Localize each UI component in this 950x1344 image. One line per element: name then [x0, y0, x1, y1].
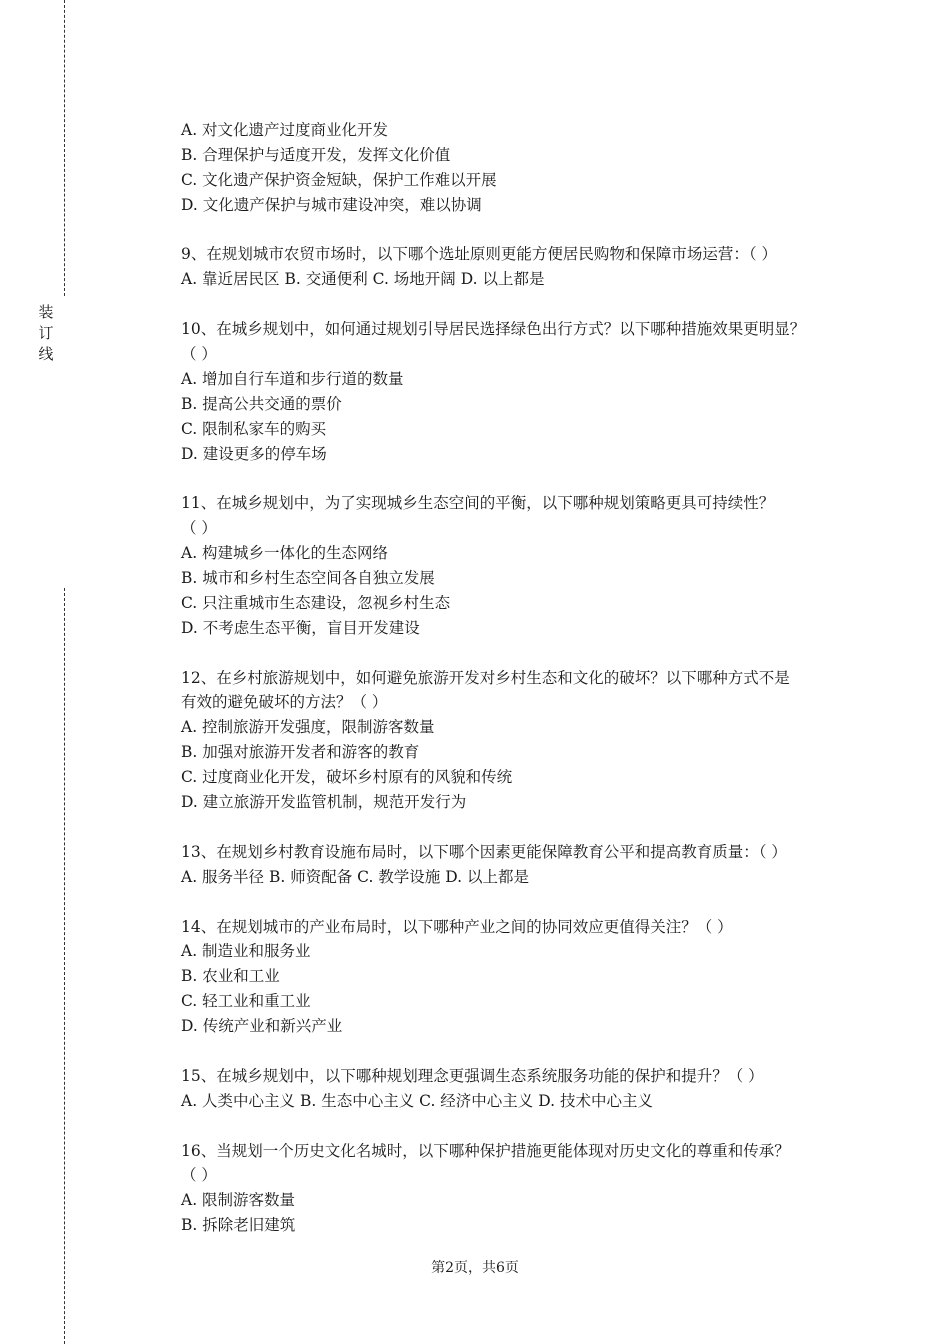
option-12-d: D. 建立旅游开发监管机制，规范开发行为 — [181, 793, 467, 812]
question-12-stem-cont: 有效的避免破坏的方法？（ ） — [181, 693, 388, 712]
question-8-options — [181, 118, 861, 218]
option-10-a: A. 增加自行车道和步行道的数量 — [181, 369, 404, 388]
option-10-c: C. 限制私家车的购买 — [181, 419, 327, 438]
question-12-stem: 12、在乡村旅游规划中，如何避免旅游开发对乡村生态和文化的破坏？以下哪种方式不是 — [181, 668, 790, 687]
question-13-options: A. 服务半径 B. 师资配备 C. 教学设施 D. 以上都是 — [181, 867, 529, 886]
question-10 — [181, 317, 861, 466]
option-11-c: C. 只注重城市生态建设，忽视乡村生态 — [181, 593, 451, 612]
option-11-d: D. 不考虑生态平衡，盲目开发建设 — [181, 618, 420, 637]
question-11-stem: 11、在城乡规划中，为了实现城乡生态空间的平衡，以下哪种规划策略更具可持续性？ — [181, 494, 775, 513]
option-16-a: A. 限制游客数量 — [181, 1191, 296, 1210]
option-11-b: B. 城市和乡村生态空间各自独立发展 — [181, 569, 435, 588]
option-8-d: D. 文化遗产保护与城市建设冲突，难以协调 — [181, 195, 482, 214]
option-8-a: A. 对文化遗产过度商业化开发 — [181, 121, 389, 139]
question-9 — [181, 242, 861, 292]
option-14-b: B. 农业和工业 — [181, 967, 280, 986]
option-10-d: D. 建设更多的停车场 — [181, 444, 327, 463]
option-11-a: A. 构建城乡一体化的生态网络 — [181, 544, 389, 563]
question-14-stem: 14、在规划城市的产业布局时，以下哪种产业之间的协同效应更值得关注？（ ） — [181, 917, 733, 936]
question-16-stem-cont: （ ） — [181, 1166, 217, 1185]
option-14-d: D. 传统产业和新兴产业 — [181, 1017, 343, 1036]
question-15 — [181, 1064, 861, 1114]
question-12 — [181, 666, 861, 815]
option-8-b: B. 合理保护与适度开发，发挥文化价值 — [181, 145, 451, 164]
binding-dashed-line-bottom — [64, 588, 65, 1344]
exam-content — [181, 118, 861, 1238]
question-10-stem: 10、在城乡规划中，如何通过规划引导居民选择绿色出行方式？以下哪种措施效果更明显？ — [181, 320, 806, 339]
option-16-b: B. 拆除老旧建筑 — [181, 1216, 296, 1235]
question-15-options: A. 人类中心主义 B. 生态中心主义 C. 经济中心主义 D. 技术中心主义 — [181, 1091, 653, 1110]
question-11 — [181, 491, 861, 640]
question-11-stem-cont: （ ） — [181, 519, 217, 538]
option-12-a: A. 控制旅游开发强度，限制游客数量 — [181, 718, 435, 737]
question-15-stem: 15、在城乡规划中，以下哪种规划理念更强调生态系统服务功能的保护和提升？（ ） — [181, 1066, 764, 1085]
question-9-stem: 9、在规划城市农贸市场时，以下哪个选址原则更能方便居民购物和保障市场运营：（ ） — [181, 245, 778, 264]
question-16-stem: 16、当规划一个历史文化名城时，以下哪种保护措施更能体现对历史文化的尊重和传承？ — [181, 1141, 790, 1160]
question-10-stem-cont: （ ） — [181, 345, 217, 364]
binding-dashed-line-top — [64, 0, 65, 296]
option-14-a: A. 制造业和服务业 — [181, 942, 311, 961]
binding-line-label: 装订线 — [38, 303, 54, 363]
option-12-b: B. 加强对旅游开发者和游客的教育 — [181, 743, 420, 762]
option-8-c: C. 文化遗产保护资金短缺，保护工作难以开展 — [181, 170, 497, 189]
option-10-b: B. 提高公共交通的票价 — [181, 394, 342, 413]
option-14-c: C. 轻工业和重工业 — [181, 992, 311, 1011]
question-13 — [181, 840, 861, 890]
question-16 — [181, 1139, 861, 1239]
question-9-options: A. 靠近居民区 B. 交通便利 C. 场地开阔 D. 以上都是 — [181, 270, 545, 289]
question-13-stem: 13、在规划乡村教育设施布局时，以下哪个因素更能保障教育公平和提高教育质量：（ ） — [181, 842, 787, 861]
question-14 — [181, 915, 861, 1039]
option-12-c: C. 过度商业化开发，破坏乡村原有的风貌和传统 — [181, 768, 513, 787]
page-number-footer: 第2页，共6页 — [431, 1260, 519, 1276]
